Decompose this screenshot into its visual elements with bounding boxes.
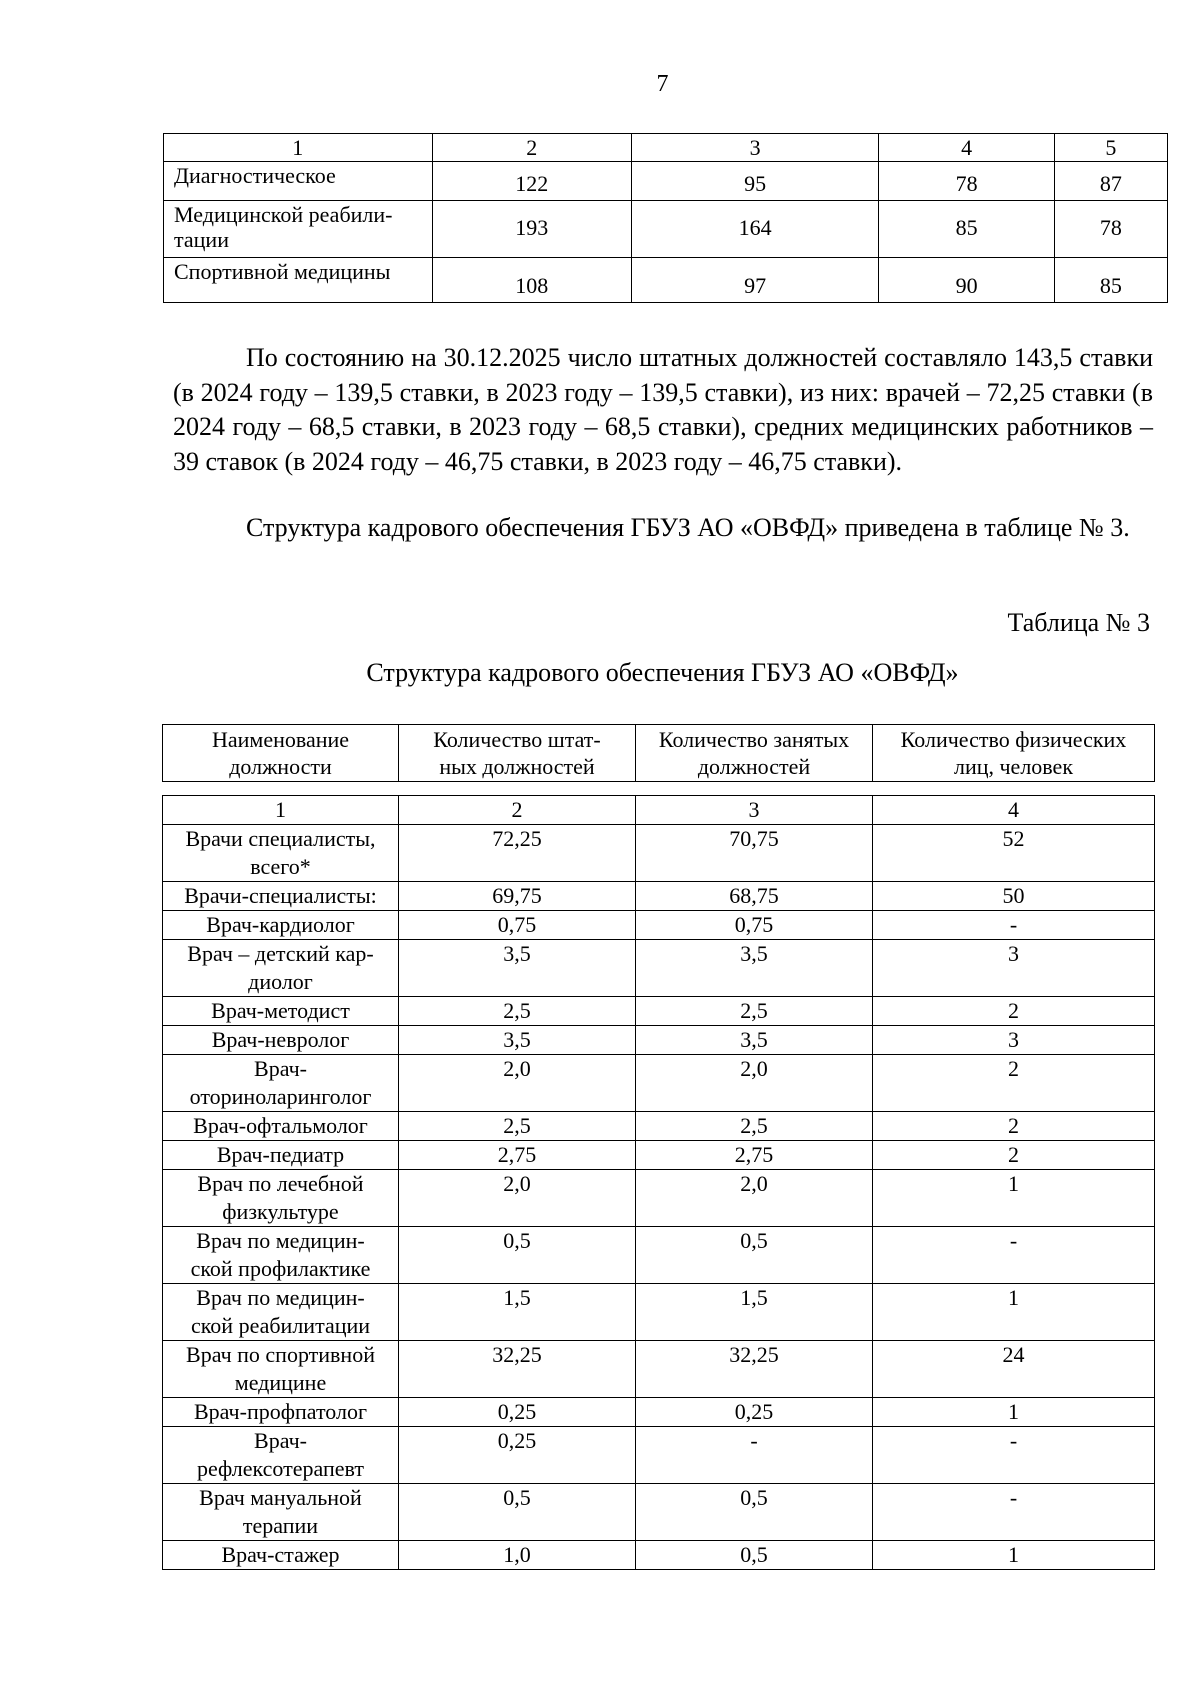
position-name-line: Врач по медицин- xyxy=(196,1285,365,1310)
position-name-line: Врач по спортивной xyxy=(186,1342,375,1367)
staff-positions-value: 0,25 xyxy=(399,1398,636,1427)
position-name xyxy=(163,1541,399,1570)
row-name-line: тации xyxy=(174,227,229,252)
table-title: Структура кадрового обеспечения ГБУЗ АО «ОВФД» xyxy=(366,658,959,687)
table-row xyxy=(163,1112,1155,1141)
paragraph-staffing-numbers: По состоянию на 30.12.2025 число штатных должностей составляло 143,5 ставки (в 2024 году – 139,5 ставки, в 2023 году – 139,5 ставки), из них: врачей – 72,25 ставки (в 2024 году – 68,5 ставки, в 2023 году – 68,5 ставки), средних медицинских работников – 39 ставок (в 2024 году – 46,75 ставки, в 2023 году – 46,75 ставки). xyxy=(173,343,1153,476)
individuals-value: - xyxy=(873,1484,1155,1541)
position-name-line: физкультуре xyxy=(222,1199,339,1224)
position-name xyxy=(163,1227,399,1284)
cell-value: 108 xyxy=(432,258,631,303)
position-name xyxy=(163,1341,399,1398)
table-row xyxy=(163,997,1155,1026)
position-name-line: Врач- xyxy=(254,1056,307,1081)
position-name-line: Врач- xyxy=(254,1428,307,1453)
position-name xyxy=(163,1284,399,1341)
individuals-value: 1 xyxy=(873,1541,1155,1570)
occupied-positions-value: - xyxy=(636,1427,873,1484)
occupied-positions-value: 2,0 xyxy=(636,1055,873,1112)
table-row xyxy=(163,1055,1155,1112)
cell-value: 97 xyxy=(631,258,878,303)
cell-value: 87 xyxy=(1054,162,1167,201)
occupied-positions-value: 0,25 xyxy=(636,1398,873,1427)
position-name xyxy=(163,882,399,911)
table-row xyxy=(163,1484,1155,1541)
position-name xyxy=(163,997,399,1026)
row-name xyxy=(164,201,433,258)
column-header-line: Количество штат- xyxy=(433,727,601,752)
staff-positions-value: 2,0 xyxy=(399,1055,636,1112)
table-staffing-header xyxy=(162,724,1155,782)
column-header xyxy=(163,725,399,782)
row-name-line: Медицинской реабили- xyxy=(174,202,393,227)
column-header xyxy=(636,725,873,782)
individuals-value: - xyxy=(873,911,1155,940)
occupied-positions-value: 3,5 xyxy=(636,1026,873,1055)
staff-positions-value: 0,5 xyxy=(399,1484,636,1541)
column-number: 2 xyxy=(399,796,636,825)
individuals-value: 52 xyxy=(873,825,1155,882)
occupied-positions-value: 0,5 xyxy=(636,1484,873,1541)
individuals-value: - xyxy=(873,1427,1155,1484)
occupied-positions-value: 0,75 xyxy=(636,911,873,940)
position-name-line: Врач-педиатр xyxy=(216,1142,345,1167)
table-departments-continuation xyxy=(163,133,1168,303)
position-name-line: Врач-профпатолог xyxy=(194,1399,367,1424)
cell-value: 95 xyxy=(631,162,878,201)
column-number: 5 xyxy=(1054,134,1167,162)
column-header-line: должности xyxy=(229,754,332,779)
position-name-line: Врач по лечебной xyxy=(197,1171,364,1196)
column-numbers-row xyxy=(163,796,1155,825)
position-name-line: Врачи специалисты, xyxy=(185,826,376,851)
position-name-line: ской профилактике xyxy=(190,1256,371,1281)
table-row xyxy=(163,1398,1155,1427)
column-number: 4 xyxy=(873,796,1155,825)
staff-positions-value: 32,25 xyxy=(399,1341,636,1398)
column-header-line: Количество физических xyxy=(900,727,1127,752)
row-name: Спортивной медицины xyxy=(164,258,433,303)
position-name xyxy=(163,1141,399,1170)
cell-value: 164 xyxy=(631,201,878,258)
table-label: Таблица № 3 xyxy=(1007,608,1150,637)
position-name-line: Врач-невролог xyxy=(211,1027,350,1052)
table-row xyxy=(164,201,1168,258)
column-number: 1 xyxy=(164,134,433,162)
column-header xyxy=(399,725,636,782)
individuals-value: 2 xyxy=(873,1141,1155,1170)
table-row xyxy=(164,162,1168,201)
individuals-value: 1 xyxy=(873,1284,1155,1341)
individuals-value: 3 xyxy=(873,1026,1155,1055)
position-name-line: всего* xyxy=(250,854,311,879)
staff-positions-value: 3,5 xyxy=(399,940,636,997)
individuals-value: 1 xyxy=(873,1398,1155,1427)
occupied-positions-value: 0,5 xyxy=(636,1541,873,1570)
position-name xyxy=(163,1055,399,1112)
occupied-positions-value: 2,5 xyxy=(636,1112,873,1141)
position-name xyxy=(163,1484,399,1541)
position-name-line: ской реабилитации xyxy=(190,1313,371,1338)
occupied-positions-value: 2,0 xyxy=(636,1170,873,1227)
row-name: Диагностическое xyxy=(164,162,433,201)
position-name xyxy=(163,911,399,940)
position-name-line: оториноларинголог xyxy=(189,1084,372,1109)
position-name xyxy=(163,825,399,882)
occupied-positions-value: 2,75 xyxy=(636,1141,873,1170)
position-name-line: Врач – детский кар- xyxy=(187,941,374,966)
staff-positions-value: 0,75 xyxy=(399,911,636,940)
column-header-line: должностей xyxy=(697,754,811,779)
table-row xyxy=(163,940,1155,997)
paragraph-table-reference: Структура кадрового обеспечения ГБУЗ АО «ОВФД» приведена в таблице № 3. xyxy=(246,513,1130,542)
position-name-line: Врач мануальной xyxy=(199,1485,362,1510)
individuals-value: 2 xyxy=(873,997,1155,1026)
position-name-line: Врач-кардиолог xyxy=(206,912,355,937)
position-name-line: Врач-стажер xyxy=(221,1542,340,1567)
staff-positions-value: 72,25 xyxy=(399,825,636,882)
individuals-value: 24 xyxy=(873,1341,1155,1398)
occupied-positions-value: 32,25 xyxy=(636,1341,873,1398)
position-name xyxy=(163,1112,399,1141)
staff-positions-value: 1,5 xyxy=(399,1284,636,1341)
staff-positions-value: 2,0 xyxy=(399,1170,636,1227)
table-row xyxy=(163,1284,1155,1341)
occupied-positions-value: 3,5 xyxy=(636,940,873,997)
page-number: 7 xyxy=(656,71,669,97)
position-name-line: диолог xyxy=(248,969,313,994)
position-name xyxy=(163,1026,399,1055)
table-row xyxy=(163,1170,1155,1227)
position-name-line: Врач-офтальмолог xyxy=(193,1113,368,1138)
occupied-positions-value: 2,5 xyxy=(636,997,873,1026)
occupied-positions-value: 0,5 xyxy=(636,1227,873,1284)
table-row xyxy=(163,1427,1155,1484)
occupied-positions-value: 70,75 xyxy=(636,825,873,882)
occupied-positions-value: 68,75 xyxy=(636,882,873,911)
position-name xyxy=(163,1398,399,1427)
staff-positions-value: 0,5 xyxy=(399,1227,636,1284)
column-number: 3 xyxy=(631,134,878,162)
staff-positions-value: 1,0 xyxy=(399,1541,636,1570)
table-row xyxy=(163,1141,1155,1170)
cell-value: 90 xyxy=(879,258,1054,303)
individuals-value: 2 xyxy=(873,1112,1155,1141)
position-name-line: медицине xyxy=(234,1370,327,1395)
staff-positions-value: 2,5 xyxy=(399,997,636,1026)
table-staffing-structure xyxy=(162,795,1155,1570)
position-name xyxy=(163,1427,399,1484)
individuals-value: 2 xyxy=(873,1055,1155,1112)
table-body xyxy=(163,796,1155,1570)
individuals-value: 3 xyxy=(873,940,1155,997)
position-name-line: Врач по медицин- xyxy=(196,1228,365,1253)
cell-value: 78 xyxy=(879,162,1054,201)
staff-positions-value: 3,5 xyxy=(399,1026,636,1055)
column-number: 1 xyxy=(163,796,399,825)
table-row xyxy=(163,825,1155,882)
column-number: 3 xyxy=(636,796,873,825)
table-row xyxy=(163,882,1155,911)
table-row xyxy=(163,1227,1155,1284)
column-header-line: лиц, человек xyxy=(953,754,1074,779)
cell-value: 85 xyxy=(1054,258,1167,303)
table-row xyxy=(163,1026,1155,1055)
cell-value: 85 xyxy=(879,201,1054,258)
position-name-line: Врач-методист xyxy=(211,998,350,1023)
cell-value: 193 xyxy=(432,201,631,258)
table-row xyxy=(164,258,1168,303)
column-header-line: Количество занятых xyxy=(658,727,850,752)
cell-value: 122 xyxy=(432,162,631,201)
table-header-row xyxy=(163,725,1155,782)
table-row xyxy=(163,911,1155,940)
staff-positions-value: 2,75 xyxy=(399,1141,636,1170)
position-name-line: рефлексотерапевт xyxy=(197,1456,364,1481)
cell-value: 78 xyxy=(1054,201,1167,258)
column-header-line: ных должностей xyxy=(439,754,595,779)
column-header xyxy=(873,725,1155,782)
staff-positions-value: 69,75 xyxy=(399,882,636,911)
column-header-line: Наименование xyxy=(211,727,350,752)
occupied-positions-value: 1,5 xyxy=(636,1284,873,1341)
table-row xyxy=(163,1341,1155,1398)
position-name xyxy=(163,940,399,997)
staff-positions-value: 2,5 xyxy=(399,1112,636,1141)
individuals-value: - xyxy=(873,1227,1155,1284)
staff-positions-value: 0,25 xyxy=(399,1427,636,1484)
individuals-value: 1 xyxy=(873,1170,1155,1227)
column-number: 4 xyxy=(879,134,1054,162)
table-header-row xyxy=(164,134,1168,162)
position-name-line: терапии xyxy=(242,1513,319,1538)
position-name xyxy=(163,1170,399,1227)
position-name-line: Врачи-специалисты: xyxy=(184,883,377,908)
table-row xyxy=(163,1541,1155,1570)
column-number: 2 xyxy=(432,134,631,162)
individuals-value: 50 xyxy=(873,882,1155,911)
